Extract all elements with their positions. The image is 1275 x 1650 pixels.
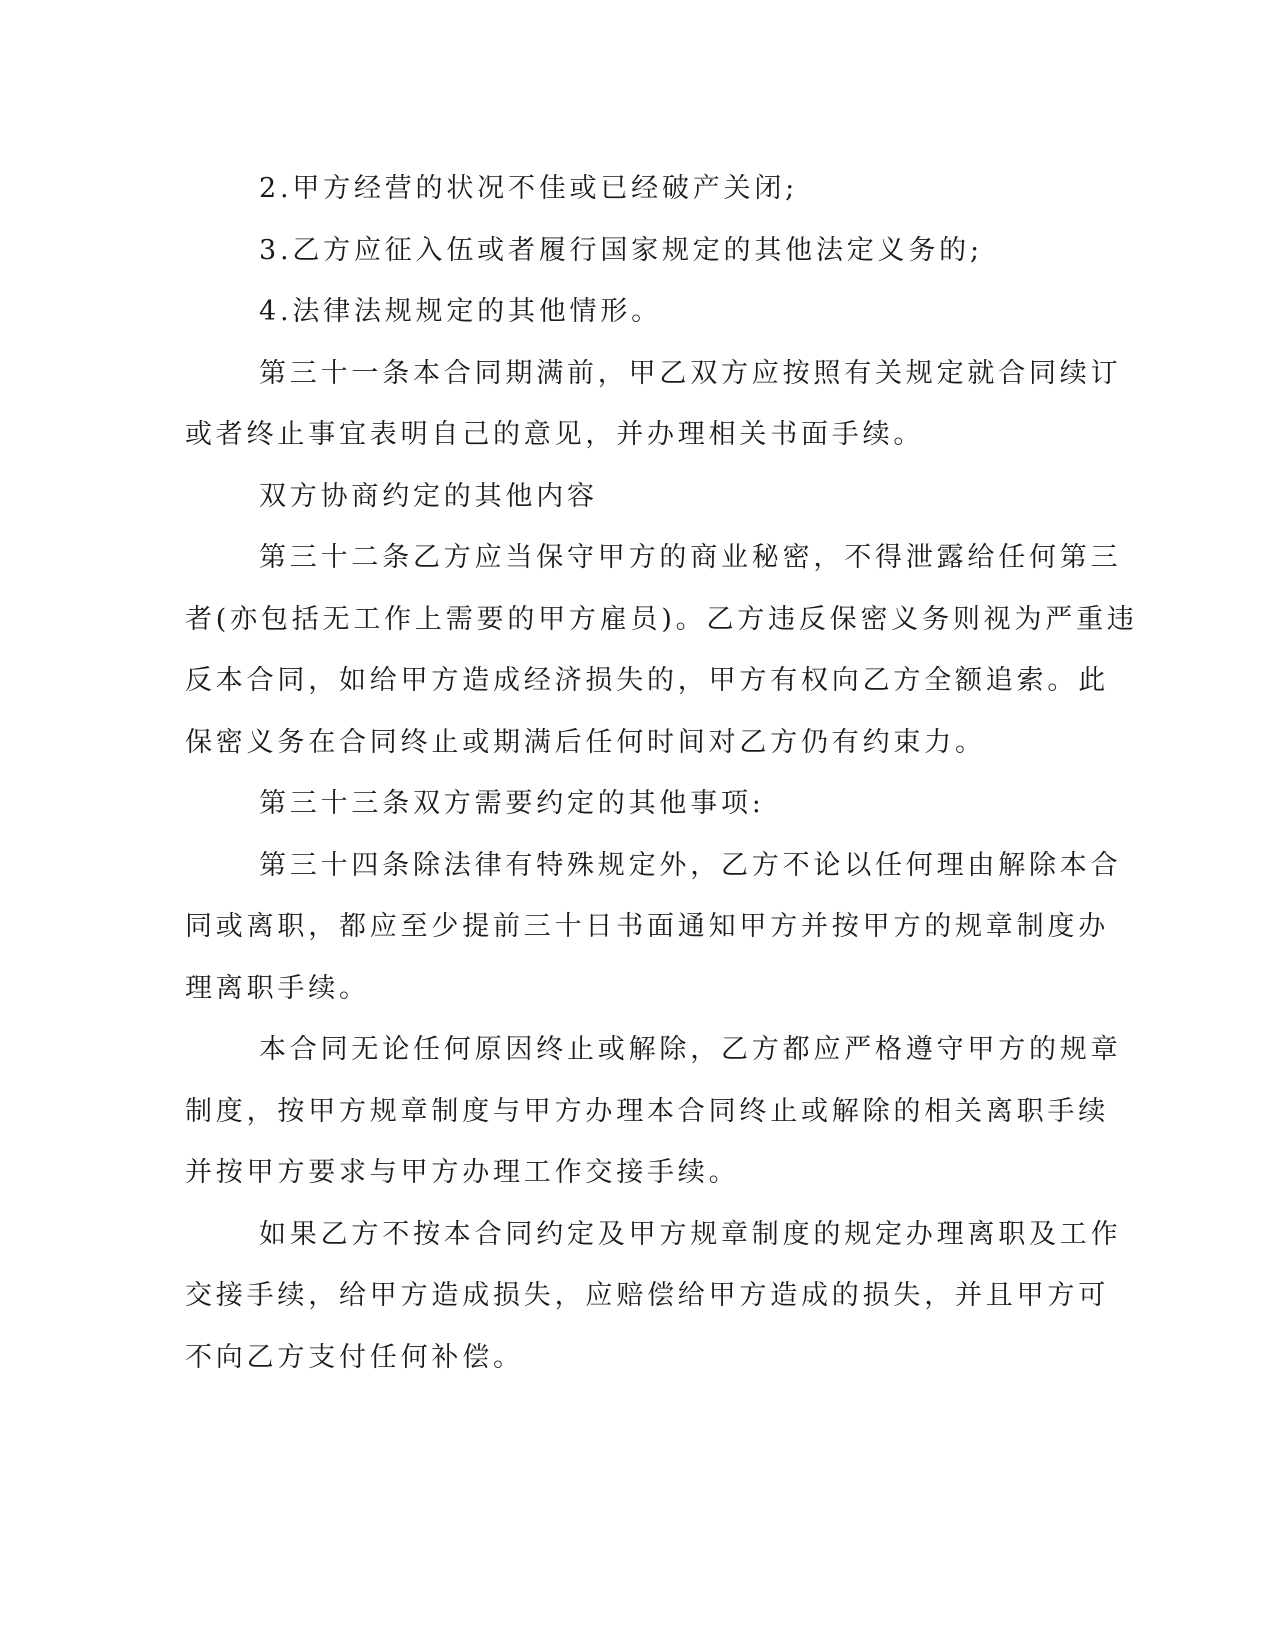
document-body xyxy=(185,158,1138,1388)
text-line: 3.乙方应征入伍或者履行国家规定的其他法定义务的; xyxy=(259,234,983,266)
text-line: 第三十四条除法律有特殊规定外，乙方不论以任何理由解除本合 xyxy=(259,849,1122,881)
text-line: 第三十二条乙方应当保守甲方的商业秘密，不得泄露给任何第三 xyxy=(259,542,1122,573)
text-line: 保密义务在合同终止或期满后任何时间对乙方仍有约束力。 xyxy=(185,726,986,758)
text-line: 第三十三条双方需要约定的其他事项: xyxy=(259,788,765,819)
text-line: 第三十一条本合同期满前，甲乙双方应按照有关规定就合同续订 xyxy=(259,357,1122,389)
text-line: 双方协商约定的其他内容 xyxy=(259,480,598,512)
list-item-2 xyxy=(185,158,1071,220)
section-heading xyxy=(185,466,1071,528)
text-line: 理离职手续。 xyxy=(185,972,370,1004)
text-line: 不向乙方支付任何补偿。 xyxy=(185,1341,524,1373)
text-line: 交接手续，给甲方造成损失，应赔偿给甲方造成的损失，并且甲方可 xyxy=(185,1280,1109,1311)
text-line: 或者终止事宜表明自己的意见，并办理相关书面手续。 xyxy=(185,419,925,450)
text-line: 并按甲方要求与甲方办理工作交接手续。 xyxy=(185,1157,740,1188)
list-item-3 xyxy=(185,220,1071,282)
text-line: 2.甲方经营的状况不佳或已经破产关闭; xyxy=(259,173,799,204)
text-line: 4.法律法规规定的其他情形。 xyxy=(259,296,662,327)
text-line: 制度，按甲方规章制度与甲方办理本合同终止或解除的相关离职手续 xyxy=(185,1095,1109,1127)
text-line: 者(亦包括无工作上需要的甲方雇员)。乙方违反保密义务则视为严重违 xyxy=(185,603,1138,635)
text-line: 如果乙方不按本合同约定及甲方规章制度的规定办理离职及工作 xyxy=(259,1218,1122,1250)
termination-paragraph xyxy=(185,1019,1122,1204)
list-item-4 xyxy=(185,281,1071,343)
article-32-paragraph xyxy=(185,527,1138,773)
article-31-paragraph xyxy=(185,343,1122,466)
compensation-paragraph xyxy=(185,1204,1122,1389)
text-line: 反本合同，如给甲方造成经济损失的，甲方有权向乙方全额追索。此 xyxy=(185,665,1109,696)
article-33-paragraph xyxy=(185,773,1071,835)
text-line: 本合同无论任何原因终止或解除，乙方都应严格遵守甲方的规章 xyxy=(259,1034,1122,1065)
article-34-paragraph xyxy=(185,835,1122,1020)
text-line: 同或离职，都应至少提前三十日书面通知甲方并按甲方的规章制度办 xyxy=(185,911,1109,942)
